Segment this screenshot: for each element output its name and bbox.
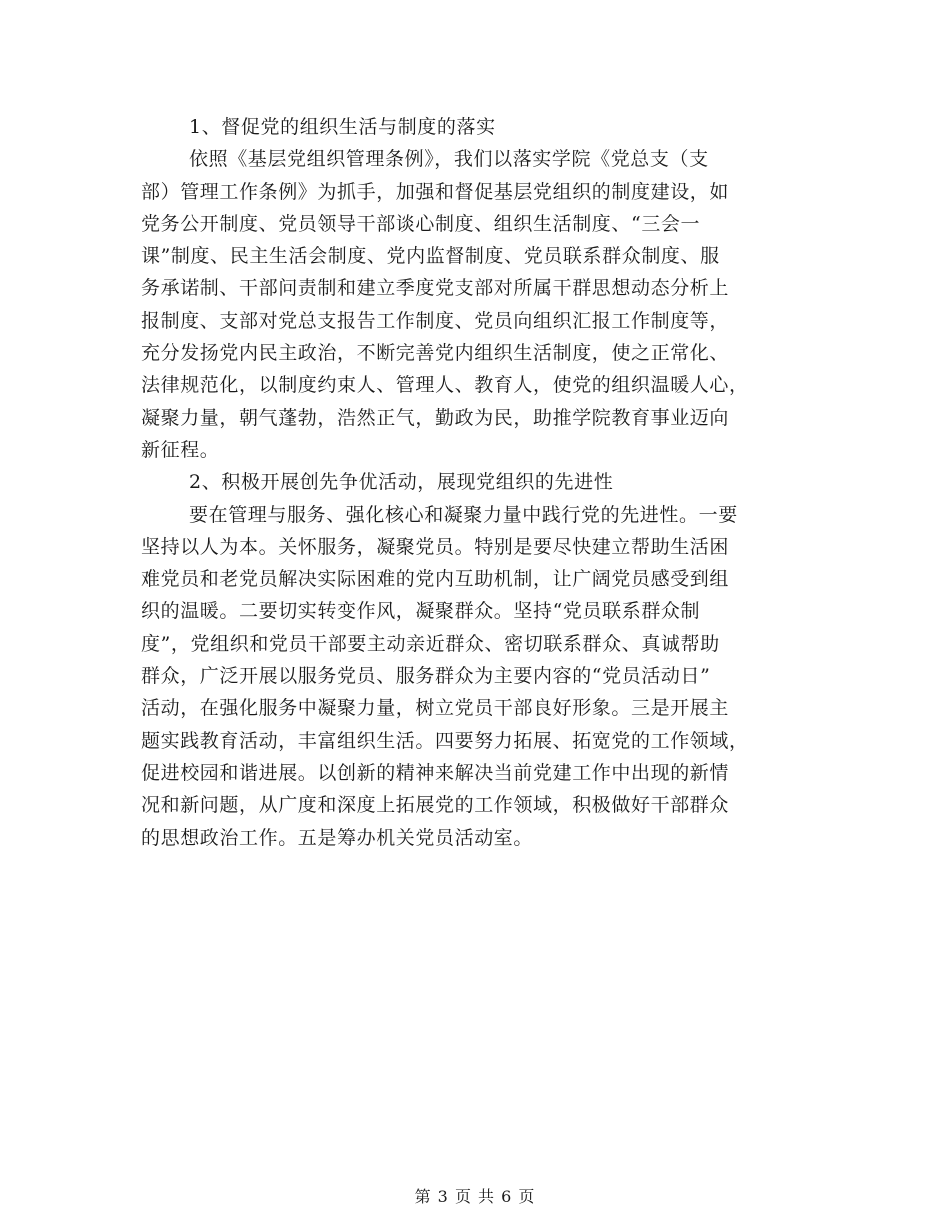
paragraph-line: 凝聚力量，朝气蓬勃，浩然正气，勤政为民，助推学院教育事业迈向 — [141, 406, 730, 429]
section-heading: 2、积极开展创先争优活动，展现党组织的先进性 — [189, 471, 614, 494]
paragraph-line: 充分发扬党内民主政治，不断完善党内组织生活制度，使之正常化、 — [141, 342, 730, 365]
paragraph-line: 要在管理与服务、强化核心和凝聚力量中践行党的先进性。一要 — [189, 503, 738, 526]
paragraph-line: 务承诺制、干部问责制和建立季度党支部对所属干群思想动态分析上 — [141, 277, 730, 300]
paragraph-line: 法律规范化，以制度约束人、管理人、教育人，使党的组织温暖人心， — [141, 374, 749, 397]
paragraph-line: 报制度、支部对党总支报告工作制度、党员向组织汇报工作制度等， — [141, 309, 730, 332]
paragraph-line: 的思想政治工作。五是筹办机关党员活动室。 — [141, 826, 534, 849]
paragraph-line: 依照《基层党组织管理条例》，我们以落实学院《党总支（支 — [189, 148, 709, 171]
paragraph-line: 度”，党组织和党员干部要主动亲近群众、密切联系群众、真诚帮助 — [141, 632, 720, 655]
paragraph-line: 部）管理工作条例》为抓手，加强和督促基层党组织的制度建设，如 — [141, 180, 730, 203]
page-number-footer: 第 3 页 共 6 页 — [414, 1187, 536, 1206]
paragraph-line: 新征程。 — [141, 438, 220, 461]
paragraph-line: 党务公开制度、党员领导干部谈心制度、组织生活制度、“三会一 — [141, 212, 701, 235]
paragraph-line: 难党员和老党员解决实际困难的党内互助机制，让广阔党员感受到组 — [141, 568, 730, 591]
section-heading: 1、督促党的组织生活与制度的落实 — [189, 116, 496, 138]
paragraph-line: 促进校园和谐进展。以创新的精神来解决当前党建工作中出现的新情 — [141, 761, 730, 784]
document-body — [141, 111, 811, 854]
paragraph-line: 织的温暖。二要切实转变作风，凝聚群众。坚持“党员联系群众制 — [141, 600, 701, 623]
paragraph-line: 群众，广泛开展以服务党员、服务群众为主要内容的“党员活动日” — [141, 665, 711, 688]
paragraph-line: 坚持以人为本。关怀服务，凝聚党员。特别是要尽快建立帮助生活困 — [141, 535, 730, 558]
paragraph-line: 况和新问题，从广度和深度上拓展党的工作领域，积极做好干部群众 — [141, 794, 730, 817]
paragraph-line: 题实践教育活动，丰富组织生活。四要努力拓展、拓宽党的工作领域， — [141, 729, 749, 752]
paragraph-line: 活动，在强化服务中凝聚力量，树立党员干部良好形象。三是开展主 — [141, 697, 730, 720]
paragraph-line: 课”制度、民主生活会制度、党内监督制度、党员联系群众制度、服 — [141, 245, 720, 268]
